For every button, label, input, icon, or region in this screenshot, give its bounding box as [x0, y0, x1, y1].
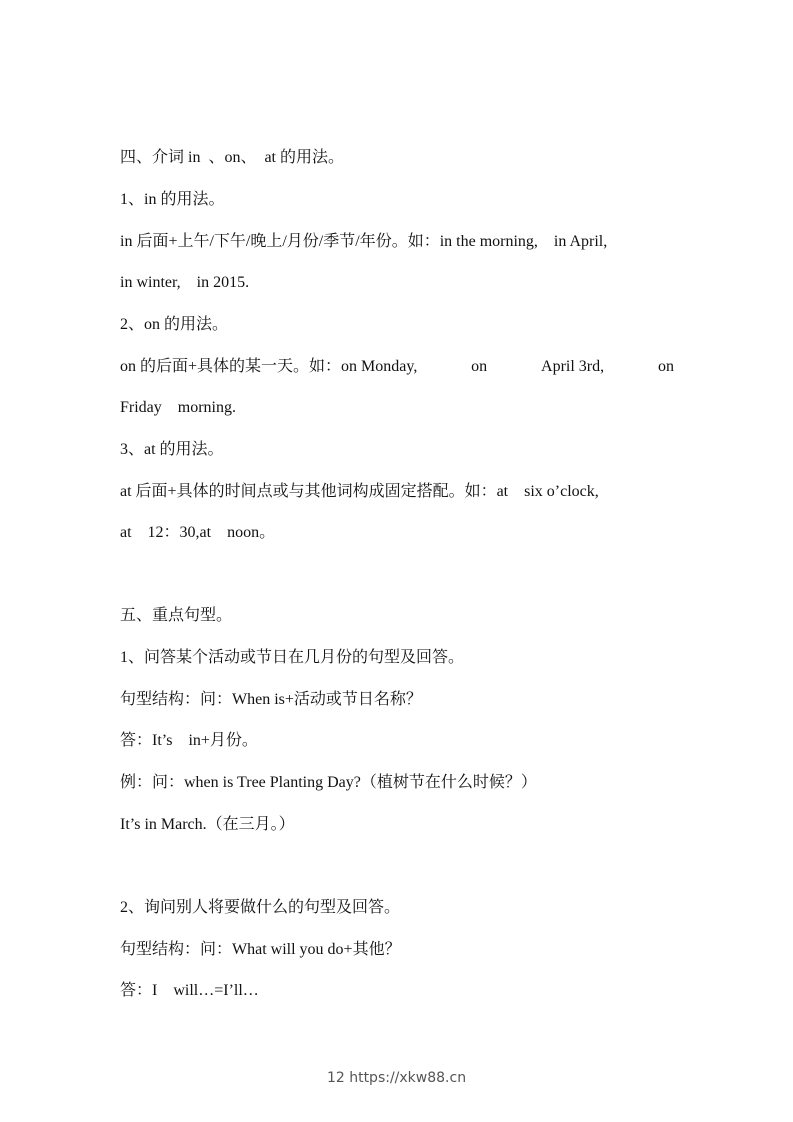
- at-usage-line2: at 12：30,at noon。: [120, 524, 276, 541]
- pattern1-example-question: 例：问：when is Tree Planting Day?（植树节在什么时候？）: [120, 774, 537, 791]
- at-usage-line1: at 后面+具体的时间点或与其他词构成固定搭配。如：at six o’clock,: [120, 483, 599, 500]
- on-usage-line1: [120, 357, 674, 377]
- page-footer: 12 https://xkw88.cn: [326, 1070, 467, 1086]
- in-usage-title: 1、in 的用法。: [120, 191, 225, 208]
- in-usage-line2: in winter, in 2015.: [120, 274, 250, 291]
- pattern1-answer: 答：It’s in+月份。: [120, 732, 258, 749]
- on-usage-part: on: [471, 358, 488, 375]
- pattern1-example-answer: It’s in March.（在三月。）: [120, 816, 295, 833]
- on-usage-line2: Friday morning.: [120, 399, 236, 416]
- pattern2-title: 2、询问别人将要做什么的句型及回答。: [120, 899, 401, 916]
- on-usage-title: 2、on 的用法。: [120, 316, 229, 333]
- pattern1-structure: 句型结构：问：When is+活动或节日名称？: [120, 691, 422, 708]
- section4-heading: 四、介词 in 、on、 at 的用法。: [120, 149, 344, 166]
- pattern1-title: 1、问答某个活动或节日在几月份的句型及回答。: [120, 649, 465, 666]
- pattern2-answer: 答：I will…=I’ll…: [120, 982, 259, 999]
- pattern2-structure: 句型结构：问：What will you do+其他？: [120, 941, 401, 958]
- section5-heading: 五、重点句型。: [120, 607, 233, 624]
- on-usage-part: on 的后面+具体的某一天。如：on Monday,: [120, 358, 418, 375]
- in-usage-line1: in 后面+上午/下午/晚上/月份/季节/年份。如：in the morning, in April,: [120, 233, 608, 250]
- on-usage-part: on: [657, 358, 674, 375]
- at-usage-title: 3、at 的用法。: [120, 441, 224, 458]
- on-usage-part: April 3rd,: [541, 358, 605, 375]
